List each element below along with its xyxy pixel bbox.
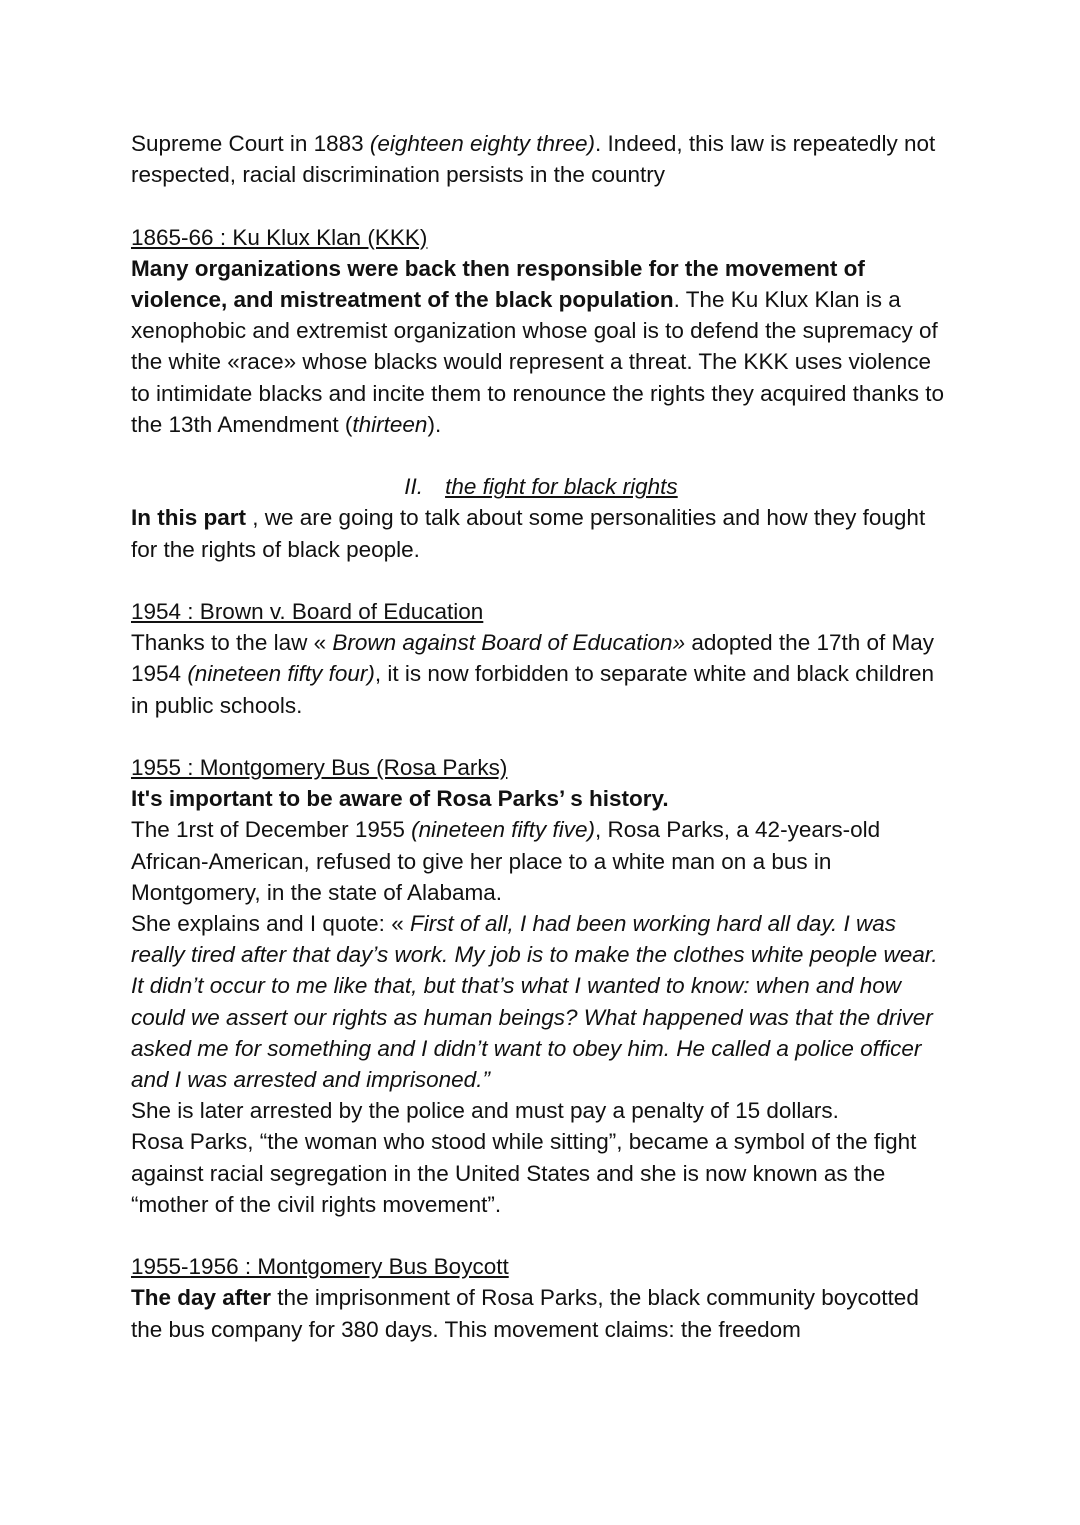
kkk-text: . The Ku Klux Klan is a xenophobic and extremist organization whose goal is to defend the supremacy of the white «race» whose blacks would represent a threat. The KKK uses violence to intimidate blacks and incite them to renounce the rights they acquired thanks to the 13th Amendment ( [131,287,944,437]
rosa-paragraph-3: She is later arrested by the police and must pay a penalty of 15 dollars. [131,1098,839,1124]
rosa-quote: First of all, I had been working hard all day. I was really tired after that day’s work. My job is to make the clothes white people wear. It didn’t occur to me like that, but that’s what I wanted to know: when and how could we assert our rights as human beings? What happened was that the driver asked me for something and I didn’t want to obey him. He called a police officer and I was arrested and imprisoned.” [131,911,938,1093]
boycott-bold: The day after [131,1285,272,1311]
rosa-quote-intro: She explains and I quote: « [131,911,410,937]
boycott-heading: 1955-1956 : Montgomery Bus Boycott [131,1254,509,1280]
rosa-bold-text: It's important to be aware of Rosa Parks’ s history. [131,786,669,812]
brown-text-2: adopted the 17th of May 1954 [131,630,935,687]
document-page [131,128,951,1345]
rosa-quote-paragraph [131,908,951,1095]
kkk-italic: thirteen [352,411,428,437]
part-two-title [131,471,951,502]
rosa-paragraph-4: Rosa Parks, “the woman who stood while sitting”, became a symbol of the fight against racial segregation in the United States and she is now known as the “mother of the civil rights movement”. [131,1129,917,1217]
intro-text-end: . Indeed, this law is repeatedly not respected, racial discrimination persists in the country [131,131,936,188]
part-two-text: , we are going to talk about some personalities and how they fought for the rights of black people. [131,505,926,562]
brown-text-1: Thanks to the law « [131,630,333,656]
intro-italic: (eighteen eighty three) [369,131,596,156]
part-title-text: the fight for black rights [445,474,678,500]
part-two-intro [131,502,951,564]
rosa-paragraph-1 [131,814,951,908]
brown-heading: 1954 : Brown v. Board of Education [131,599,484,624]
intro-text: Supreme Court in 1883 [131,131,370,156]
rosa-italic-1: (nineteen fifty five) [411,817,595,843]
kkk-text-end: ). [427,411,442,437]
brown-italic-1: Brown against Board of Education» [332,630,686,656]
brown-text-3: , it is now forbidden to separate white and black children in public schools. [131,661,934,718]
intro-paragraph [131,128,951,190]
brown-paragraph [131,627,951,721]
kkk-bold-text: Many organizations were back then responsible for the movement of violence, and mistreatment of the black population [131,255,865,312]
rosa-text-1: The 1rst of December 1955 [131,817,412,843]
brown-italic-2: (nineteen fifty four) [187,661,375,687]
part-two-bold: In this part [131,505,247,531]
boycott-paragraph [131,1282,951,1344]
rosa-text-2: , Rosa Parks, a 42-years-old African-American, refused to give her place to a white man on a bus in Montgomery, in the state of Alabama. [131,817,881,905]
part-numeral: II. [404,474,424,500]
rosa-heading: 1955 : Montgomery Bus (Rosa Parks) [131,755,508,780]
kkk-heading: 1865-66 : Ku Klux Klan (KKK) [131,224,428,250]
rosa-bold-line [131,783,951,814]
boycott-text: the imprisonment of Rosa Parks, the black community boycotted the bus company for 380 days. This movement claims: the freedom [131,1285,919,1342]
kkk-paragraph [131,253,951,440]
